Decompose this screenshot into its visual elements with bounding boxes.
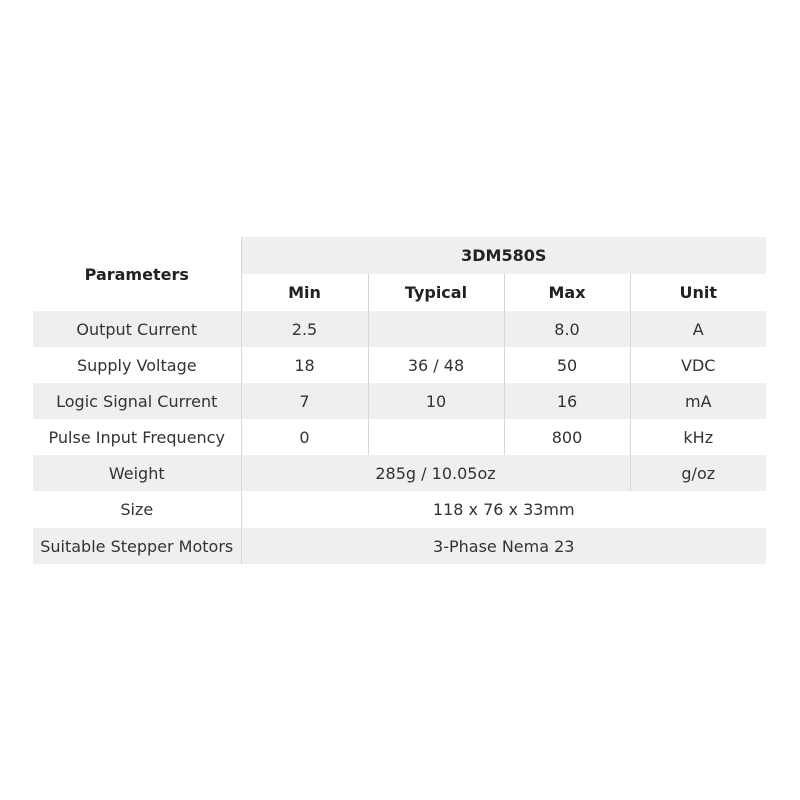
model-header: 3DM580S: [241, 237, 766, 274]
table-row-weight: [33, 455, 766, 491]
table-row-motors: [33, 528, 766, 564]
cell-min: 2.5: [241, 311, 368, 347]
table-row: [33, 347, 766, 383]
cell-max: 800: [504, 419, 630, 455]
spec-table: [33, 237, 766, 564]
cell-typical: 36 / 48: [368, 347, 504, 383]
cell-typical: 10: [368, 383, 504, 419]
cell-min: 18: [241, 347, 368, 383]
cell-min: 0: [241, 419, 368, 455]
col-header-min: Min: [241, 274, 368, 311]
cell-typical: [368, 311, 504, 347]
row-label: Logic Signal Current: [33, 383, 241, 419]
cell-max: 16: [504, 383, 630, 419]
cell-max: 8.0: [504, 311, 630, 347]
row-label: Pulse Input Frequency: [33, 419, 241, 455]
col-header-unit: Unit: [630, 274, 766, 311]
cell-weight-unit: g/oz: [630, 455, 766, 491]
table-row: [33, 419, 766, 455]
parameters-header: Parameters: [33, 237, 241, 311]
cell-weight-value: 285g / 10.05oz: [241, 455, 630, 491]
table-row-size: [33, 491, 766, 528]
cell-unit: kHz: [630, 419, 766, 455]
col-header-typical: Typical: [368, 274, 504, 311]
cell-motors-value: 3-Phase Nema 23: [241, 528, 766, 564]
cell-min: 7: [241, 383, 368, 419]
cell-max: 50: [504, 347, 630, 383]
row-label: Weight: [33, 455, 241, 491]
row-label: Output Current: [33, 311, 241, 347]
cell-unit: VDC: [630, 347, 766, 383]
cell-typical: [368, 419, 504, 455]
row-label: Suitable Stepper Motors: [33, 528, 241, 564]
row-label: Supply Voltage: [33, 347, 241, 383]
row-label: Size: [33, 491, 241, 528]
cell-unit: mA: [630, 383, 766, 419]
header-row-model: [33, 237, 766, 274]
table-row: [33, 383, 766, 419]
cell-unit: A: [630, 311, 766, 347]
table-row: [33, 311, 766, 347]
cell-size-value: 118 x 76 x 33mm: [241, 491, 766, 528]
col-header-max: Max: [504, 274, 630, 311]
